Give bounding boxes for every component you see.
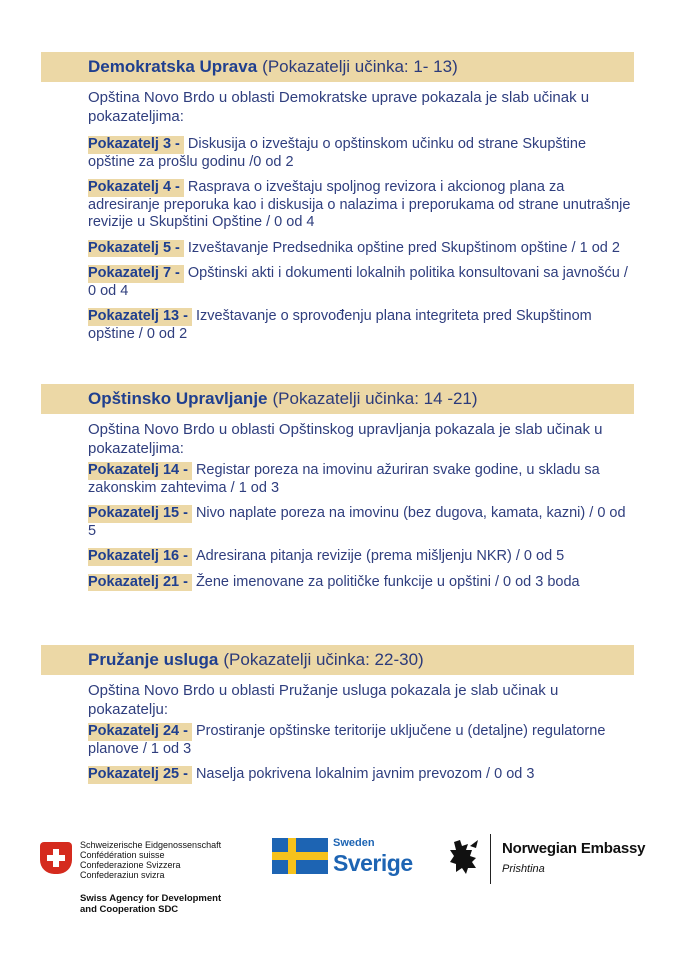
indicator-label: Pokazatelj 14 - [88,462,192,480]
swiss-agency-line: and Cooperation SDC [80,904,179,915]
swiss-agency-line: Swiss Agency for Development [80,893,222,904]
indicator-item [88,265,633,300]
indicator-item [88,505,633,540]
swiss-line: Confederazione Svizzera [80,860,181,870]
norway-lion-icon [446,838,482,878]
section-intro: Opština Novo Brdo u oblasti Opštinskog upravljanja pokazala je slab učinak u pokazateljima: [88,421,603,457]
indicator-text: Nivo naplate poreza na imovinu (bez dugova, kamata, kazni) / 0 od 5 [88,505,626,539]
indicator-item [88,766,633,784]
section-range: (Pokazatelji učinka: 22-30) [223,650,424,669]
indicator-text: Diskusija o izveštaju o opštinskom učinku od strane Skupštine opštine za prošlu godinu /0 od 2 [88,136,587,170]
section-pruzanje-usluga [0,645,676,784]
section-range: (Pokazatelji učinka: 1- 13) [262,57,458,76]
indicator-item [88,723,633,758]
indicator-label: Pokazatelj 3 - [88,136,184,154]
indicator-text: Prostiranje opštinske teritorije uključene u (detaljne) regulatorne planove / 1 od 3 [88,723,606,757]
footer-logos [0,820,676,960]
indicator-item [88,574,633,592]
indicator-label: Pokazatelj 25 - [88,766,192,784]
indicator-label: Pokazatelj 4 - [88,179,184,197]
indicator-text: Naselja pokrivena lokalnim javnim prevozom / 0 od 3 [195,766,535,782]
indicator-label: Pokazatelj 24 - [88,723,192,741]
indicator-text: Rasprava o izveštaju spoljnog revizora i akcionog plana za adresiranje preporuka kao i diskusija o nalazima i preporukama od strane unutrašnje revizije u Skupštini Opštine / 0 od 4 [88,179,631,230]
section-demokratska-uprava [0,52,676,343]
indicator-text: Opštinski akti i dokumenti lokalnih politika konsultovani sa javnošću / 0 od 4 [88,265,628,299]
indicator-label: Pokazatelj 5 - [88,240,184,258]
indicator-label: Pokazatelj 21 - [88,574,192,592]
indicator-text: Žene imenovane za političke funkcije u opštini / 0 od 3 boda [195,573,580,590]
sweden-flag-icon [272,838,328,874]
swiss-line: Confédération suisse [80,850,165,860]
swiss-confederation-text [80,840,240,880]
swiss-agency-text [80,893,250,915]
indicator-text: Izveštavanje Predsednika opštine pred Skupštinom opštine / 1 od 2 [187,239,620,256]
section-intro: Opština Novo Brdo u oblasti Demokratske uprave pokazala je slab učinak u pokazateljima: [88,89,590,125]
section-range: (Pokazatelji učinka: 14 -21) [272,389,478,408]
section-header [41,645,634,675]
swiss-line: Schweizerische Eidgenossenschaft [80,840,222,850]
norwegian-embassy-city: Prishtina [502,863,545,875]
section-opstinsko-upravljanje [0,384,676,591]
sweden-label: Sweden [333,837,375,849]
section-intro: Opština Novo Brdo u oblasti Pružanje usluga pokazala je slab učinak u pokazatelju: [88,682,559,718]
indicator-label: Pokazatelj 13 - [88,308,192,326]
divider [490,834,491,884]
indicator-item [88,240,633,258]
indicator-label: Pokazatelj 7 - [88,265,184,283]
indicator-item [88,179,633,232]
swiss-line: Confederaziun svizra [80,870,165,880]
indicator-label: Pokazatelj 16 - [88,548,192,566]
section-header [41,384,634,414]
indicator-text: Registar poreza na imovinu ažuriran svake godine, u skladu sa zakonskim zahtevima / 1 od 3 [88,462,600,496]
indicator-text: Adresirana pitanja revizije (prema mišljenju NKR) / 0 od 5 [195,548,565,564]
indicator-item [88,548,633,566]
section-title: Pružanje usluga [88,650,219,669]
section-title: Opštinsko Upravljanje [88,389,268,408]
section-title: Demokratska Uprava [88,57,258,76]
indicator-label: Pokazatelj 15 - [88,505,192,523]
section-header [41,52,634,82]
norwegian-embassy-title: Norwegian Embassy [502,840,646,857]
indicator-item [88,462,633,497]
indicator-item [88,308,633,343]
indicator-item [88,136,633,171]
sverige-label: Sverige [333,850,413,876]
swiss-flag-icon [40,842,72,874]
indicator-text: Izveštavanje o sprovođenju plana integriteta pred Skupštinom opštine / 0 od 2 [88,308,592,342]
